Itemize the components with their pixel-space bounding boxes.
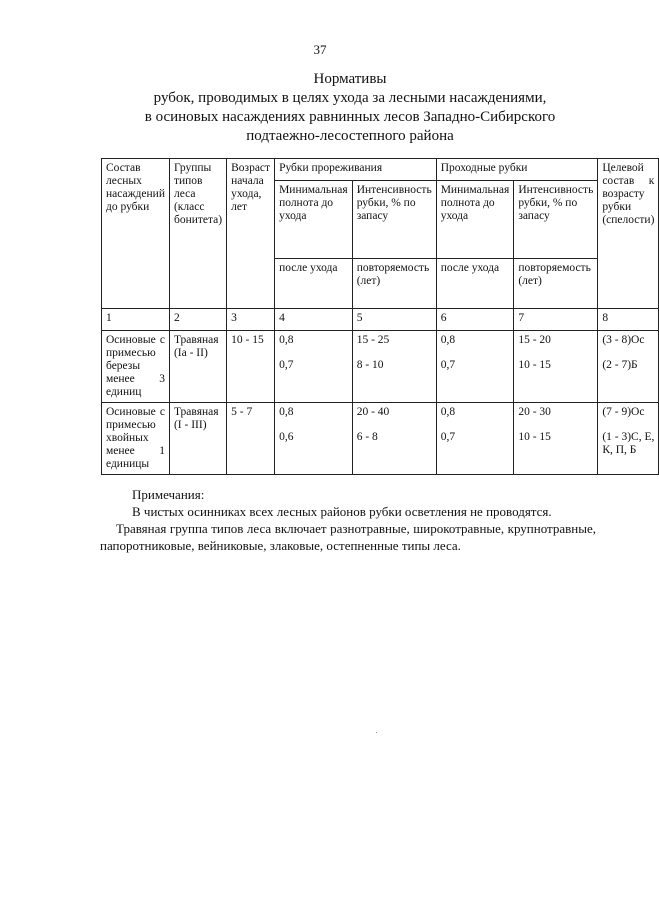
value-after: 0,7 (440, 431, 456, 443)
value-before: 0,8 (279, 334, 294, 346)
cell-pass-min-density (436, 403, 514, 475)
header-pass-repeat: повторяемость (лет) (514, 259, 598, 309)
header-target-composition: Целевой состав к возрасту рубки (спелости) (598, 159, 659, 309)
value-repeat: 10 - 15 (518, 359, 551, 371)
cell-target-composition (598, 331, 659, 403)
value-admixture: (1 - 3)С, Е, К, П, Б (602, 431, 655, 456)
value-after: 0,7 (440, 359, 456, 371)
notes-header: Примечания: (132, 487, 205, 502)
cell-target-composition (598, 403, 659, 475)
document-title (100, 70, 600, 146)
header-passage-cutting: Проходные рубки (436, 159, 598, 181)
value-repeat: 10 - 15 (518, 431, 551, 443)
cell-thin-intensity (352, 403, 436, 475)
column-number: 4 (275, 309, 353, 331)
column-number: 1 (102, 309, 170, 331)
title-line-1: Нормативы (313, 71, 387, 87)
cell-composition: Осиновые с примесью березы менее 3 единиц (102, 331, 170, 403)
table-row (102, 331, 659, 403)
header-thin-after: после ухода (275, 259, 353, 309)
value-intensity: 20 - 40 (356, 406, 390, 418)
column-number: 5 (352, 309, 436, 331)
header-forest-type: Группы типов леса (класс бонитета) (169, 159, 226, 309)
cell-thin-min-density (275, 403, 353, 475)
table-row (102, 403, 659, 475)
value-after: 0,7 (279, 359, 294, 371)
column-number: 8 (598, 309, 659, 331)
value-before: 0,8 (279, 406, 294, 418)
header-thinning: Рубки прореживания (275, 159, 437, 181)
value-after: 0,6 (279, 431, 294, 443)
column-number: 7 (514, 309, 598, 331)
scan-speck (376, 732, 377, 733)
cell-forest-type: Травяная (Ia - II) (169, 331, 226, 403)
header-thin-intensity: Интенсивность рубки, % по запасу (352, 181, 436, 259)
notes-section (100, 486, 596, 554)
cell-thin-min-density (275, 331, 353, 403)
cell-pass-min-density (436, 331, 514, 403)
value-before: 0,8 (440, 334, 456, 346)
header-age: Возраст начала ухода, лет (227, 159, 275, 309)
column-number-row (102, 309, 659, 331)
value-intensity: 15 - 20 (518, 334, 551, 346)
header-pass-after: после ухода (436, 259, 514, 309)
header-thin-min-density: Минимальная полнота до ухода (275, 181, 353, 259)
value-repeat: 6 - 8 (356, 431, 378, 443)
column-number: 6 (436, 309, 514, 331)
title-line-3: в осиновых насаждениях равнинных лесов Западно-Сибирского (144, 109, 556, 125)
value-intensity: 20 - 30 (518, 406, 551, 418)
header-thin-repeat: повторяемость (лет) (352, 259, 436, 309)
value-before: 0,8 (440, 406, 456, 418)
header-pass-intensity: Интенсивность рубки, % по запасу (514, 181, 598, 259)
header-composition: Состав лесных насаждений до рубки (102, 159, 170, 309)
cell-age: 10 - 15 (227, 331, 275, 403)
header-pass-min-density: Минимальная полнота до ухода (436, 181, 514, 259)
title-line-2: рубок, проводимых в целях ухода за лесными насаждениями, (153, 90, 547, 106)
cell-pass-intensity (514, 331, 598, 403)
value-admixture: (2 - 7)Б (602, 359, 638, 371)
cell-thin-intensity (352, 331, 436, 403)
title-line-4: подтаежно-лесостепного района (246, 128, 454, 144)
value-main-species: (7 - 9)Ос (602, 406, 645, 418)
note-1: В чистых осинниках всех лесных районов рубки осветления не проводятся. (132, 504, 552, 519)
cell-forest-type: Травяная (I - III) (169, 403, 226, 475)
page-number: 37 (313, 42, 327, 57)
norms-table (101, 158, 659, 475)
value-main-species: (3 - 8)Ос (602, 334, 645, 346)
cell-pass-intensity (514, 403, 598, 475)
note-2: Травяная группа типов леса включает разнотравные, широкотравные, крупнотравные, папоротниковые, вейниковые, злаковые, остепненные типы леса. (100, 521, 596, 553)
value-intensity: 15 - 25 (356, 334, 390, 346)
value-repeat: 8 - 10 (356, 359, 384, 371)
cell-composition: Осиновые с примесью хвойных менее 1 единицы (102, 403, 170, 475)
column-number: 3 (227, 309, 275, 331)
cell-age: 5 - 7 (227, 403, 275, 475)
column-number: 2 (169, 309, 226, 331)
